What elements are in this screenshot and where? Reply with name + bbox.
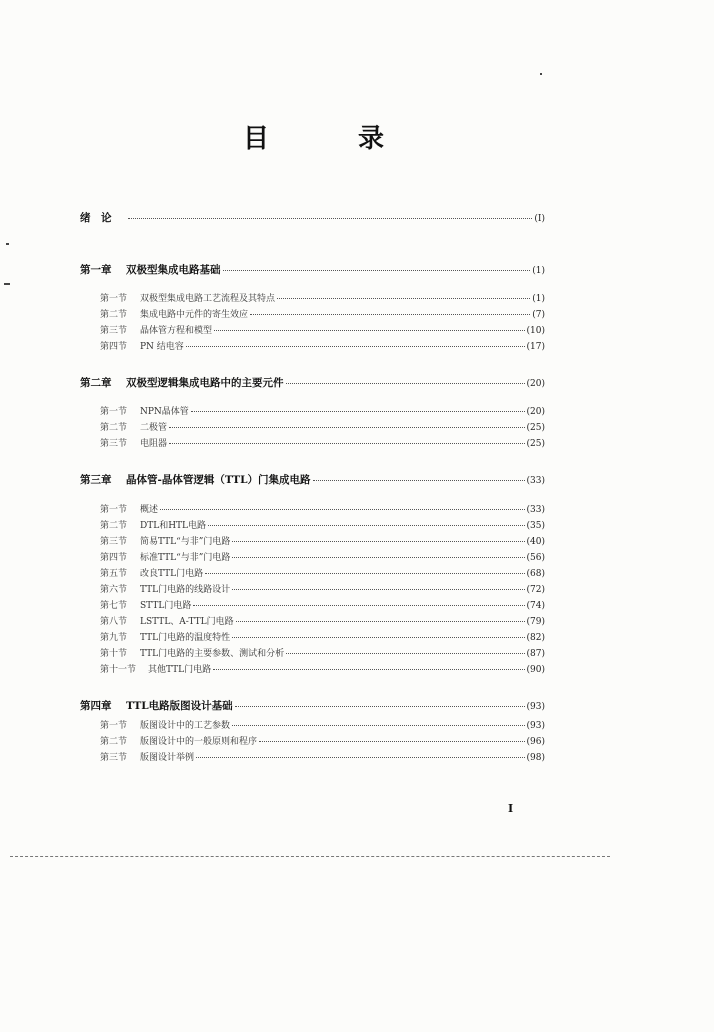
chapter-title: 双极型逻辑集成电路中的主要元件 xyxy=(126,377,284,389)
section-label: 第一节 xyxy=(100,721,128,731)
section-title: 标准TTL“与非”门电路 xyxy=(140,553,231,563)
section-label: 第七节 xyxy=(100,601,128,611)
dot-leader xyxy=(286,383,525,384)
section-page: (33) xyxy=(526,505,545,515)
dot-leader xyxy=(128,218,532,219)
chapter-title: 晶体管-晶体管逻辑（TTL）门集成电路 xyxy=(126,474,311,486)
section-title: STTL门电路 xyxy=(140,601,192,611)
chapter-page: (33) xyxy=(526,476,545,486)
dot-leader xyxy=(236,621,525,622)
dot-leader xyxy=(205,573,524,574)
section-label: 第三节 xyxy=(100,537,128,547)
section-page: (56) xyxy=(526,553,545,563)
section-label: 第三节 xyxy=(100,753,128,763)
toc-section xyxy=(80,534,545,547)
toc-section xyxy=(80,323,545,336)
toc-section xyxy=(80,662,545,675)
toc-section xyxy=(80,339,545,352)
section-label: 第八节 xyxy=(100,617,128,627)
toc-section xyxy=(80,734,545,747)
section-page: (90) xyxy=(526,665,545,675)
dot-leader xyxy=(214,330,525,331)
toc-section xyxy=(80,646,545,659)
section-title: NPN晶体管 xyxy=(140,407,189,417)
toc-chapter xyxy=(80,698,545,713)
section-label: 第十一节 xyxy=(100,665,137,675)
section-title: TTL门电路的温度特性 xyxy=(140,633,231,643)
scan-speck xyxy=(4,283,10,285)
dot-leader xyxy=(191,411,525,412)
chapter-label: 第四章 xyxy=(80,700,112,712)
toc-section xyxy=(80,436,545,449)
section-page: (96) xyxy=(526,737,545,747)
toc-section xyxy=(80,598,545,611)
toc-section xyxy=(80,566,545,579)
section-label: 第六节 xyxy=(100,585,128,595)
section-page: (17) xyxy=(526,342,545,352)
toc-section xyxy=(80,518,545,531)
dot-leader xyxy=(223,270,531,271)
section-label: 第二节 xyxy=(100,310,128,320)
scan-edge-line xyxy=(10,856,610,857)
section-title: 电阻器 xyxy=(140,439,168,449)
dot-leader xyxy=(186,346,525,347)
chapter-page: (20) xyxy=(526,379,545,389)
section-page: (68) xyxy=(526,569,545,579)
section-title: 晶体管方程和模型 xyxy=(140,326,213,336)
section-title: TTL门电路的主要参数、测试和分析 xyxy=(140,649,285,659)
dot-leader xyxy=(232,637,524,638)
section-page: (25) xyxy=(526,439,545,449)
dot-leader xyxy=(213,669,524,670)
section-title: 版图设计举例 xyxy=(140,753,195,763)
section-page: (35) xyxy=(526,521,545,531)
dot-leader xyxy=(277,298,530,299)
toc-section xyxy=(80,420,545,433)
section-label: 第四节 xyxy=(100,553,128,563)
chapter-label: 第二章 xyxy=(80,377,112,389)
section-page: (74) xyxy=(526,601,545,611)
dot-leader xyxy=(232,557,524,558)
dot-leader xyxy=(169,443,525,444)
section-page: (98) xyxy=(526,753,545,763)
section-title: 版图设计中的工艺参数 xyxy=(140,721,231,731)
toc-section xyxy=(80,550,545,563)
toc-section xyxy=(80,750,545,763)
section-title: 改良TTL门电路 xyxy=(140,569,204,579)
heading-char-1: 目 xyxy=(243,124,270,154)
section-title: 双极型集成电路工艺流程及其特点 xyxy=(140,294,276,304)
dot-leader xyxy=(232,589,524,590)
dot-leader xyxy=(169,427,525,428)
toc-section xyxy=(80,718,545,731)
toc-section xyxy=(80,404,545,417)
toc-chapter xyxy=(80,375,545,390)
section-page: (25) xyxy=(526,423,545,433)
chapter-page: (1) xyxy=(532,266,545,276)
section-label: 第二节 xyxy=(100,521,128,531)
section-page: (7) xyxy=(532,310,545,320)
section-page: (79) xyxy=(526,617,545,627)
section-label: 第九节 xyxy=(100,633,128,643)
dot-leader xyxy=(313,480,525,481)
section-title: TTL门电路的线路设计 xyxy=(140,585,231,595)
dot-leader xyxy=(232,541,524,542)
toc-chapter xyxy=(80,472,545,487)
section-page: (72) xyxy=(526,585,545,595)
toc-chapter xyxy=(80,262,545,277)
section-page: (1) xyxy=(532,294,545,304)
toc-section xyxy=(80,630,545,643)
chapter-label: 第一章 xyxy=(80,264,112,276)
toc-section xyxy=(80,291,545,304)
section-page: (10) xyxy=(526,326,545,336)
section-label: 第一节 xyxy=(100,407,128,417)
section-title: 简易TTL“与非”门电路 xyxy=(140,537,231,547)
section-title: 集成电路中元件的寄生效应 xyxy=(140,310,249,320)
section-title: 版图设计中的一般原则和程序 xyxy=(140,737,258,747)
chapter-page: (93) xyxy=(526,702,545,712)
section-label: 第五节 xyxy=(100,569,128,579)
heading-char-2: 录 xyxy=(358,124,385,154)
toc-section xyxy=(80,307,545,320)
section-label: 第二节 xyxy=(100,423,128,433)
chapter-title: 双极型集成电路基础 xyxy=(126,264,221,276)
dot-leader xyxy=(250,314,530,315)
section-page: (40) xyxy=(526,537,545,547)
chapter-title: TTL电路版图设计基础 xyxy=(126,700,233,712)
section-title: 二极管 xyxy=(140,423,168,433)
dot-leader xyxy=(193,605,524,606)
entry-page: (I) xyxy=(534,214,545,224)
section-title: 其他TTL门电路 xyxy=(148,665,212,675)
chapter-label: 第三章 xyxy=(80,474,112,486)
page-number: I xyxy=(508,802,514,815)
dot-leader xyxy=(196,757,525,758)
section-title: DTL和HTL电路 xyxy=(140,521,207,531)
dot-leader xyxy=(160,509,525,510)
section-page: (20) xyxy=(526,407,545,417)
section-label: 第四节 xyxy=(100,342,128,352)
toc-section xyxy=(80,614,545,627)
entry-label: 绪 论 xyxy=(80,212,112,224)
section-page: (82) xyxy=(526,633,545,643)
section-label: 第三节 xyxy=(100,326,128,336)
toc-entry-intro xyxy=(80,210,545,225)
section-title: LSTTL、A-TTL门电路 xyxy=(140,617,234,627)
dot-leader xyxy=(259,741,525,742)
scan-speck xyxy=(6,243,9,245)
dot-leader xyxy=(235,706,525,707)
scan-speck xyxy=(540,73,542,75)
section-page: (87) xyxy=(526,649,545,659)
section-page: (93) xyxy=(526,721,545,731)
section-label: 第三节 xyxy=(100,439,128,449)
dot-leader xyxy=(232,725,525,726)
section-label: 第一节 xyxy=(100,505,128,515)
section-title: PN 结电容 xyxy=(140,342,184,352)
section-title: 概述 xyxy=(140,505,159,515)
section-label: 第十节 xyxy=(100,649,128,659)
dot-leader xyxy=(208,525,524,526)
section-label: 第二节 xyxy=(100,737,128,747)
toc-section xyxy=(80,502,545,515)
section-label: 第一节 xyxy=(100,294,128,304)
toc-heading xyxy=(0,118,714,158)
dot-leader xyxy=(286,653,524,654)
toc-section xyxy=(80,582,545,595)
